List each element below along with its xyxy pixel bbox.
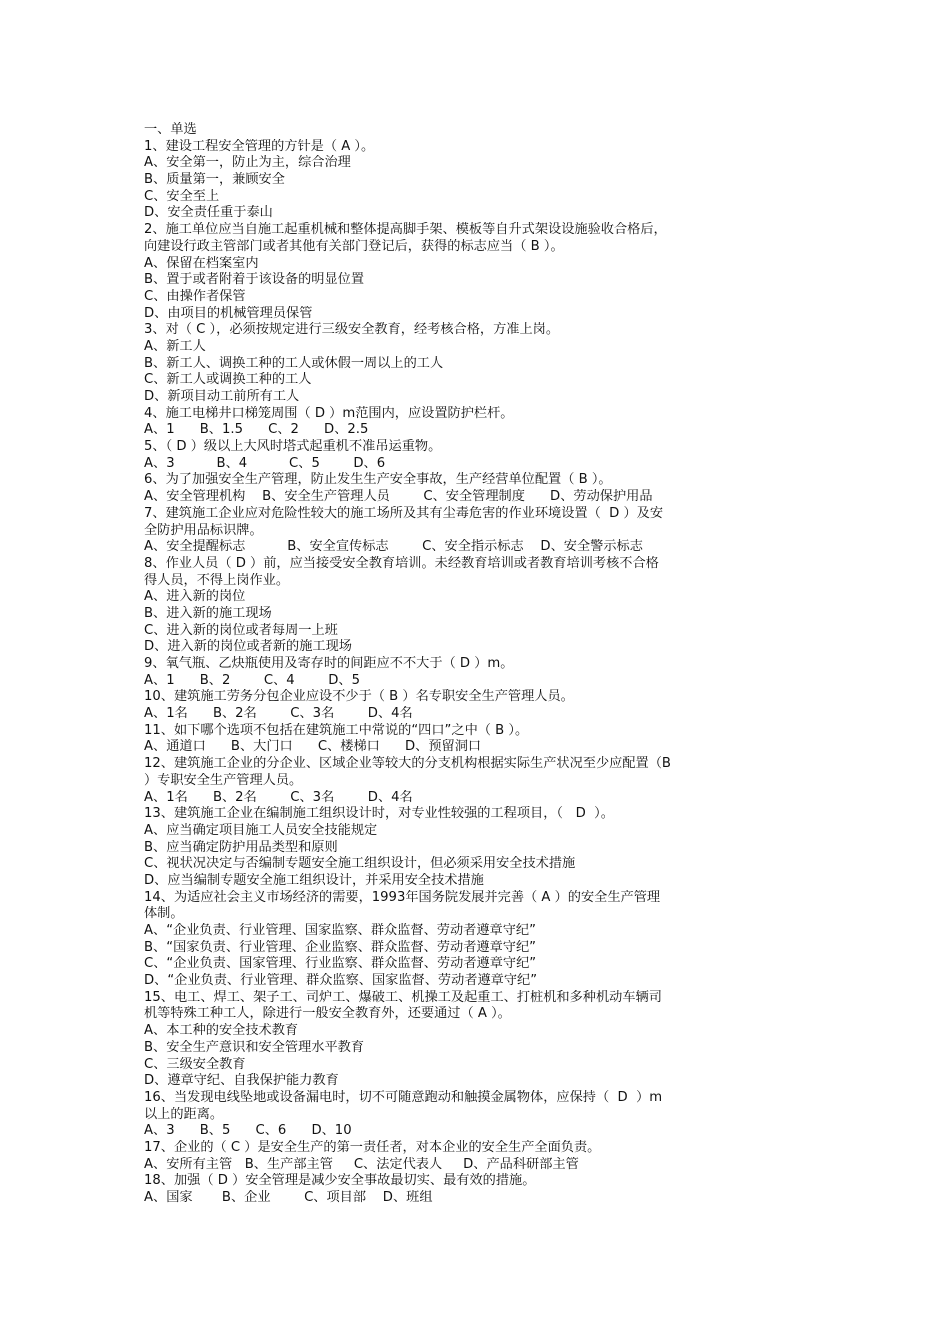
text-line: A、1名 B、2名 C、3名 D、4名: [144, 789, 413, 805]
text-line: A、本工种的安全技术教育: [144, 1023, 299, 1039]
text-line: 14、为适应社会主义市场经济的需要，1993年国务院发展并完善（ A ）的安全生产管理: [144, 889, 661, 905]
text-line: A、3 B、4 C、5 D、6: [144, 455, 386, 471]
text-line: A、“企业负责、行业管理、国家监察、群众监督、劳动者遵章守纪”: [144, 923, 536, 938]
text-line: ）专职安全生产管理人员。: [144, 772, 303, 788]
text-line: A、国家 B、企业 C、项目部 D、班组: [144, 1190, 433, 1205]
text-line: A、1名 B、2名 C、3名 D、4名: [144, 706, 413, 722]
text-line: 7、建筑施工企业应对危险性较大的施工场所及其有尘毒危害的作业环境设置（ D ）及安: [144, 505, 664, 521]
text-line: A、1 B、1.5 C、2 D、2.5: [144, 422, 369, 438]
text-line: 18、加强（ D ）安全管理是减少安全事故最切实、最有效的措施。: [144, 1173, 536, 1189]
text-line: 12、建筑施工企业的分企业、区域企业等较大的分支机构根据实际生产状况至少应配置（B: [144, 756, 671, 772]
text-line: A、1 B、2 C、4 D、5: [144, 672, 360, 688]
text-line: B、“国家负责、行业管理、企业监察、群众监督、劳动者遵章守纪”: [144, 939, 536, 955]
text-line: 向建设行政主管部门或者其他有关部门登记后，获得的标志应当（ B ）。: [144, 238, 564, 254]
text-line: 全防护用品标识牌。: [144, 522, 263, 538]
text-line: C、“企业负责、国家管理、行业监察、群众监督、劳动者遵章守纪”: [144, 956, 537, 972]
text-line: C、由操作者保管: [144, 288, 246, 304]
text-line: 5、（ D ）级以上大风时塔式起重机不准吊运重物。: [144, 439, 442, 455]
text-line: 以上的距离。: [144, 1106, 224, 1122]
text-line: B、质量第一，兼顾安全: [144, 172, 285, 188]
text-line: C、安全至上: [144, 188, 220, 204]
text-line: A、保留在档案室内: [144, 255, 259, 271]
text-line: 16、当发现电线坠地或设备漏电时，切不可随意跑动和触摸金属物体，应保持（ D ）m: [144, 1089, 663, 1105]
text-line: 6、为了加强安全生产管理，防止发生生产安全事故，生产经营单位配置（ B ）。: [144, 472, 612, 488]
text-line: A、3 B、5 C、6 D、10: [144, 1123, 352, 1139]
text-line: 机等特殊工种工人，除进行一般安全教育外，还要通过（ A ）。: [144, 1006, 511, 1022]
text-line: 8、作业人员（ D ）前，应当接受安全教育培训。未经教育培训或者教育培训考核不合格: [144, 555, 659, 571]
text-line: 9、氧气瓶、乙炔瓶使用及寄存时的间距应不不大于（ D ）m。: [144, 656, 514, 671]
text-line: C、进入新的岗位或者每周一上班: [144, 622, 338, 638]
text-line: B、进入新的施工现场: [144, 605, 272, 621]
text-line: 4、施工电梯井口梯笼周围（ D ）m范围内，应设置防护栏杆。: [144, 405, 514, 421]
text-line: D、应当编制专题安全施工组织设计，并采用安全技术措施: [144, 872, 484, 888]
text-line: 一、单选: [144, 122, 197, 137]
text-line: D、进入新的岗位或者新的施工现场: [144, 639, 352, 655]
text-line: A、应当确定项目施工人员安全技能规定: [144, 822, 378, 838]
text-line: D、由项目的机械管理员保管: [144, 305, 313, 321]
text-line: B、置于或者附着于该设备的明显位置: [144, 272, 365, 288]
text-line: A、安全第一，防止为主，综合治理: [144, 155, 351, 171]
text-line: 17、企业的（ C ）是安全生产的第一责任者，对本企业的安全生产全面负责。: [144, 1139, 601, 1155]
text-line: A、进入新的岗位: [144, 589, 246, 605]
text-line: D、“企业负责、行业管理、群众监察、国家监督、劳动者遵章守纪”: [144, 973, 538, 989]
text-line: C、视状况决定与否编制专题安全施工组织设计，但必须采用安全技术措施: [144, 856, 576, 872]
text-line: 15、电工、焊工、架子工、司炉工、爆破工、机操工及起重工、打桩机和多种机动车辆司: [144, 989, 662, 1005]
text-line: D、新项目动工前所有工人: [144, 389, 300, 404]
text-line: 10、建筑施工劳务分包企业应设不少于（ B ）名专职安全生产管理人员。: [144, 689, 574, 705]
text-line: B、安全生产意识和安全管理水平教育: [144, 1039, 365, 1055]
text-line: D、遵章守纪、自我保护能力教育: [144, 1073, 339, 1089]
text-line: 11、如下哪个选项不包括在建筑施工中常说的“四口”之中（ B ）。: [144, 722, 529, 738]
text-line: A、安全提醒标志 B、安全宣传标志 C、安全指示标志 D、安全警示标志: [144, 539, 643, 555]
text-line: A、安全管理机构 B、安全生产管理人员 C、安全管理制度 D、劳动保护用品: [144, 489, 653, 505]
text-line: 1、建设工程安全管理的方针是（ A ）。: [144, 138, 375, 154]
text-line: 2、施工单位应当自施工起重机械和整体提高脚手架、模板等自升式架设设施验收合格后，: [144, 222, 667, 238]
text-line: 得人员，不得上岗作业。: [144, 572, 290, 588]
text-line: 13、建筑施工企业在编制施工组织设计时，对专业性较强的工程项目，（ D ）。: [144, 806, 614, 822]
document-body: [144, 122, 814, 1207]
text-line: A、通道口 B、大门口 C、楼梯口 D、预留洞口: [144, 739, 482, 755]
text-line: 3、对（ C ），必须按规定进行三级安全教育，经考核合格，方准上岗。: [144, 322, 560, 338]
text-line: A、安所有主管 B、生产部主管 C、法定代表人 D、产品科研部主管: [144, 1156, 579, 1172]
text-line: B、应当确定防护用品类型和原则: [144, 839, 338, 855]
text-line: 体制。: [144, 906, 184, 922]
text-line: A、新工人: [144, 338, 206, 354]
text-line: C、三级安全教育: [144, 1056, 246, 1072]
text-line: B、新工人、调换工种的工人或休假一周以上的工人: [144, 355, 444, 371]
text-line: D、安全责任重于泰山: [144, 205, 273, 221]
text-line: C、新工人或调换工种的工人: [144, 372, 312, 388]
